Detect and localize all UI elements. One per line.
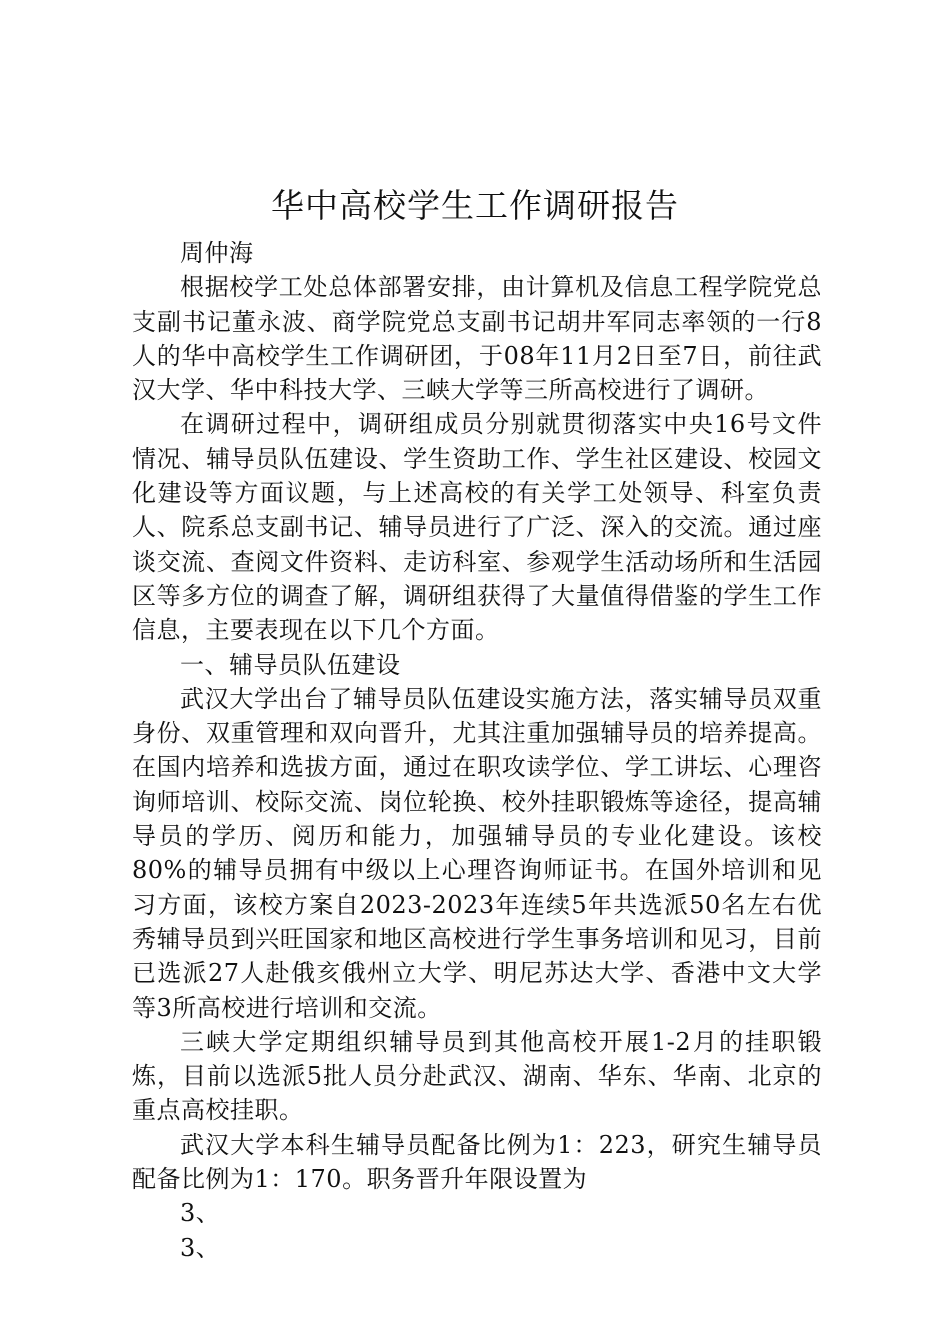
paragraph: 在调研过程中，调研组成员分别就贯彻落实中央16号文件情况、辅导员队伍建设、学生资助工作、学生社区建设、校园文化建设等方面议题，与上述高校的有关学工处领导、科室负责人、院系总支副书记、辅导员进行了广泛、深入的交流。通过座谈交流、查阅文件资料、走访科室、参观学生活动场所和生活园区等多方位的调查了解，调研组获得了大量值得借鉴的学生工作信息，主要表现在以下几个方面。 [132, 410, 822, 645]
list-fragment: 3、 [180, 1199, 221, 1228]
document-title: 华中高校学生工作调研报告 [271, 186, 679, 225]
paragraph: 武汉大学出台了辅导员队伍建设实施方法，落实辅导员双重身份、双重管理和双向晋升，尤其注重加强辅导员的培养提高。在国内培养和选拔方面，通过在职攻读学位、学工讲坛、心理咨询师培训、校际交流、岗位轮换、校外挂职锻炼等途径，提高辅导员的学历、阅历和能力，加强辅导员的专业化建设。该校80%的辅导员拥有中级以上心理咨询师证书。在国外培训和见习方面，该校方案自2023-2023年连续5年共选派50名左右优秀辅导员到兴旺国家和地区高校进行学生事务培训和见习，目前已选派27人赴俄亥俄州立大学、明尼苏达大学、香港中文大学等3所高校进行培训和交流。 [132, 684, 822, 1022]
section-heading: 一、辅导员队伍建设 [180, 650, 401, 679]
paragraph: 武汉大学本科生辅导员配备比例为1：223，研究生辅导员配备比例为1：170。职务晋升年限设置为 [132, 1130, 822, 1194]
document-body [132, 236, 822, 1265]
paragraph: 三峡大学定期组织辅导员到其他高校开展1-2月的挂职锻炼，目前以选派5批人员分赴武汉、湖南、华东、华南、北京的重点高校挂职。 [132, 1027, 822, 1125]
paragraph: 根据校学工处总体部署安排，由计算机及信息工程学院党总支副书记董永波、商学院党总支副书记胡井军同志率领的一行8人的华中高校学生工作调研团，于08年11月2日至7日，前往武汉大学、华中科技大学、三峡大学等三所高校进行了调研。 [132, 273, 822, 405]
author-line: 周仲海 [180, 239, 254, 267]
list-fragment: 3、 [180, 1233, 221, 1262]
